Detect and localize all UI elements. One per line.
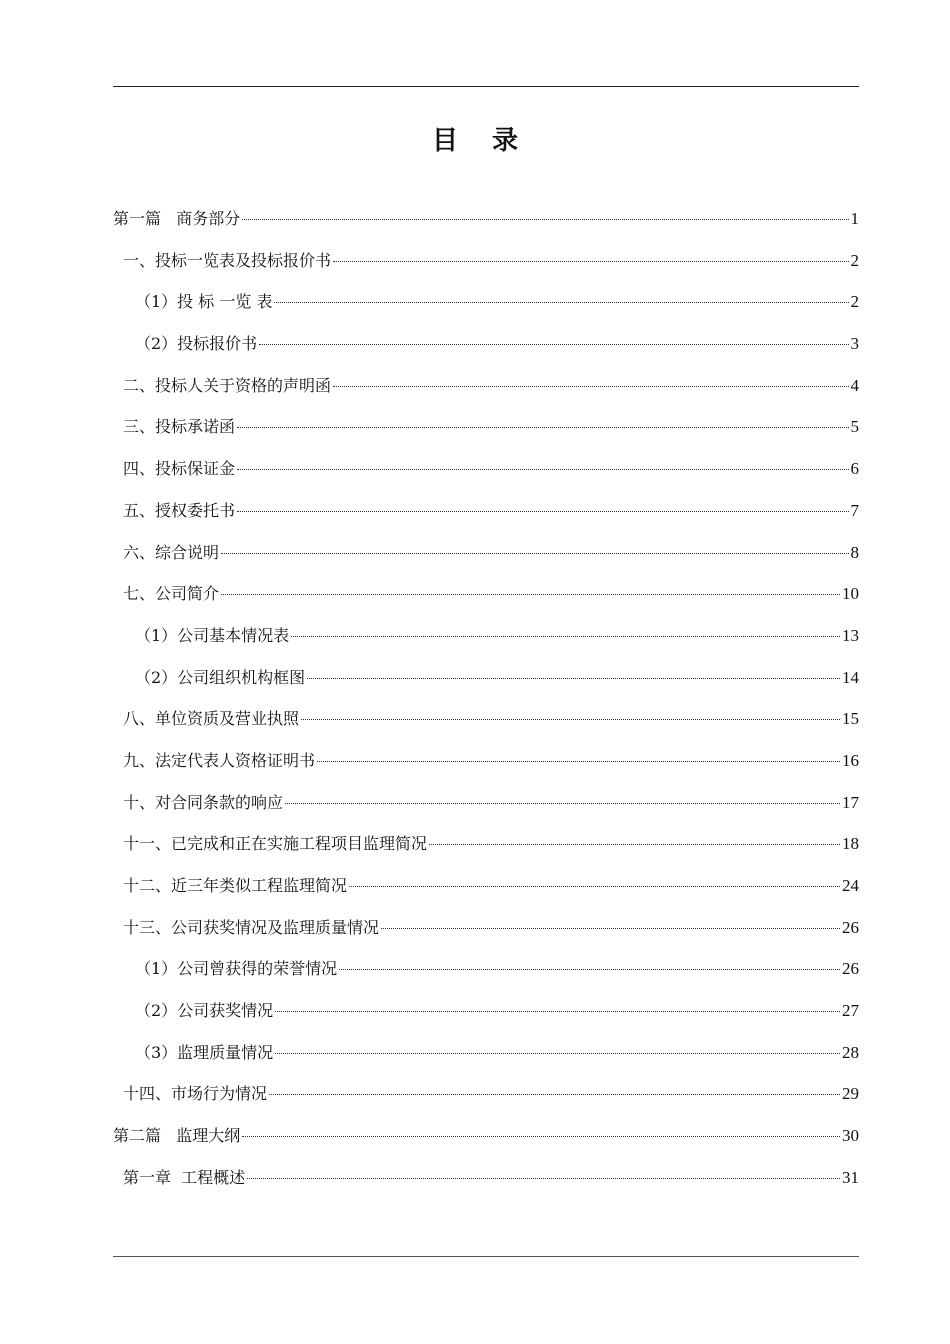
toc-entry[interactable]	[113, 823, 859, 865]
toc-entry[interactable]	[113, 365, 859, 407]
toc-entry[interactable]	[113, 1157, 859, 1199]
toc-entry[interactable]	[113, 907, 859, 949]
toc-entry-text: 第二篇 监理大纲	[113, 1126, 241, 1146]
toc-leader-dots	[381, 928, 840, 929]
toc-entry-page: 7	[850, 500, 859, 520]
toc-entry-page: 2	[850, 250, 859, 270]
toc-entry-page: 13	[842, 625, 859, 645]
toc-entry[interactable]	[113, 573, 859, 615]
toc-entry-text: 八、单位资质及营业执照	[123, 709, 300, 729]
toc-leader-dots	[269, 1094, 840, 1095]
toc-entry[interactable]	[113, 1032, 859, 1074]
toc-leader-dots	[221, 594, 840, 595]
toc-leader-dots	[275, 1011, 840, 1012]
toc-entry-page: 4	[850, 375, 859, 395]
toc-leader-dots	[259, 344, 848, 345]
toc-entry[interactable]	[113, 490, 859, 532]
toc-entry-text: （2）投标报价书	[135, 334, 258, 354]
toc-entry-text: 四、投标保证金	[123, 459, 236, 479]
toc-entry-text: （1）公司基本情况表	[135, 625, 290, 645]
toc-entry-text: （2）公司获奖情况	[135, 1001, 274, 1021]
toc-entry-page: 28	[842, 1042, 859, 1062]
toc-entry-page: 30	[842, 1126, 859, 1146]
toc-entry-text: 七、公司简介	[123, 584, 220, 604]
toc-entry-page: 10	[842, 584, 859, 604]
toc-entry[interactable]	[113, 532, 859, 574]
toc-entry-page: 1	[850, 209, 859, 228]
toc-entry[interactable]	[113, 406, 859, 448]
toc-entry-text: 一、投标一览表及投标报价书	[123, 250, 332, 270]
toc-entry[interactable]	[113, 865, 859, 907]
toc-entry-page: 31	[842, 1167, 859, 1187]
toc-leader-dots	[242, 1136, 840, 1137]
toc-entry-text: 十三、公司获奖情况及监理质量情况	[123, 917, 380, 937]
toc-entry-page: 15	[842, 709, 859, 729]
toc-entry[interactable]	[113, 198, 859, 240]
toc-leader-dots	[301, 719, 840, 720]
toc-entry-text: 十、对合同条款的响应	[123, 792, 284, 812]
toc-entry-page: 16	[842, 750, 859, 770]
toc-leader-dots	[285, 803, 840, 804]
toc-entry[interactable]	[113, 281, 859, 323]
toc-leader-dots	[307, 678, 840, 679]
toc-entry-text: 五、授权委托书	[123, 500, 236, 520]
toc-entry[interactable]	[113, 698, 859, 740]
toc-leader-dots	[339, 969, 840, 970]
toc-entry-page: 14	[842, 667, 859, 687]
toc-entry[interactable]	[113, 990, 859, 1032]
toc-leader-dots	[429, 844, 840, 845]
toc-leader-dots	[237, 469, 848, 470]
toc-entry-page: 2	[850, 292, 859, 312]
toc-leader-dots	[247, 1178, 840, 1179]
toc-leader-dots	[242, 219, 848, 220]
toc-entry-page: 6	[850, 459, 859, 479]
toc-entry-text: （3）监理质量情况	[135, 1042, 274, 1062]
toc-entry-page: 17	[842, 792, 859, 812]
toc-entry-text: （2）公司组织机构框图	[135, 667, 306, 687]
toc-leader-dots	[333, 386, 848, 387]
toc-entry[interactable]	[113, 448, 859, 490]
toc-entry-text: 十四、市场行为情况	[123, 1084, 268, 1104]
toc-entry-page: 5	[850, 417, 859, 437]
toc-entry[interactable]	[113, 740, 859, 782]
toc-entry-text: 十一、已完成和正在实施工程项目监理简况	[123, 834, 428, 854]
toc-entry-text: 九、法定代表人资格证明书	[123, 750, 316, 770]
toc-entry-page: 29	[842, 1084, 859, 1104]
toc-entry-text: 三、投标承诺函	[123, 417, 236, 437]
toc-entry[interactable]	[113, 323, 859, 365]
toc-leader-dots	[291, 636, 840, 637]
toc-entry-text: 六、综合说明	[123, 542, 220, 562]
toc-entry[interactable]	[113, 615, 859, 657]
toc-entry[interactable]	[113, 657, 859, 699]
toc-entry-text: （1）公司曾获得的荣誉情况	[135, 959, 338, 979]
toc-entry-text: 十二、近三年类似工程监理简况	[123, 876, 348, 895]
page-title: 目录	[431, 126, 552, 156]
toc-entry[interactable]	[113, 240, 859, 282]
table-of-contents	[113, 198, 859, 1199]
toc-entry-page: 18	[842, 834, 859, 854]
toc-entry[interactable]	[113, 1073, 859, 1115]
footer-rule	[113, 1256, 859, 1257]
toc-entry-text: 第一篇 商务部分	[113, 209, 241, 228]
toc-entry-page: 8	[850, 542, 859, 562]
toc-entry-text: 二、投标人关于资格的声明函	[123, 375, 332, 395]
toc-leader-dots	[333, 261, 848, 262]
toc-entry-page: 3	[850, 334, 859, 354]
toc-entry-page: 26	[842, 917, 859, 937]
toc-leader-dots	[274, 302, 848, 303]
toc-leader-dots	[317, 761, 840, 762]
toc-entry[interactable]	[113, 782, 859, 824]
toc-entry[interactable]	[113, 1115, 859, 1157]
toc-entry[interactable]	[113, 948, 859, 990]
toc-entry-page: 26	[842, 959, 859, 979]
toc-leader-dots	[237, 511, 848, 512]
header-rule	[113, 86, 859, 87]
toc-entry-text: 第一章 工程概述	[123, 1167, 246, 1187]
toc-entry-page: 24	[842, 876, 859, 895]
toc-leader-dots	[237, 427, 848, 428]
toc-leader-dots	[349, 886, 840, 887]
toc-entry-page: 27	[842, 1001, 859, 1021]
toc-entry-text: （1）投 标 一览 表	[135, 292, 273, 312]
toc-leader-dots	[275, 1053, 840, 1054]
toc-leader-dots	[221, 553, 848, 554]
